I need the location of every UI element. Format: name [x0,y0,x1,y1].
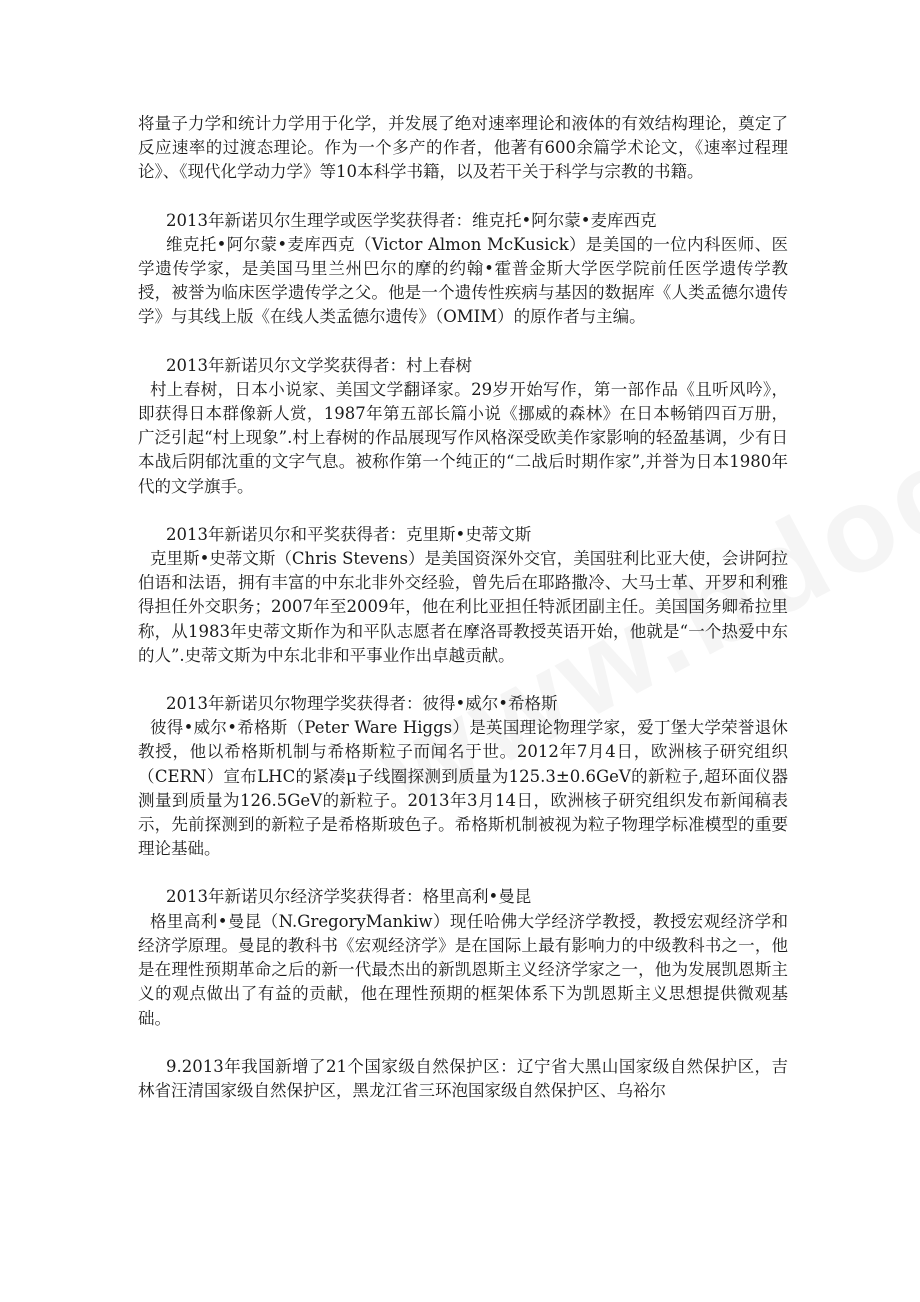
spacer [138,185,788,209]
section-heading: 2013年新诺贝尔和平奖获得者：克里斯•史蒂文斯 [166,524,532,544]
section-peace [138,523,788,668]
section-heading: 2013年新诺贝尔文学奖获得者：村上春树 [166,355,472,375]
section-body: 维克托•阿尔蒙•麦库西克（Victor Almon McKusick）是美国的一位内科医师、医学遗传学家，是美国马里兰州巴尔的摩的约翰•霍普金斯大学医学院前任医学遗传学教授，被誉为临床医学遗传学之父。他是一个遗传性疾病与基因的数据库《人类孟德尔遗传学》与其线上版《在线人类孟德尔遗传》（OMIM）的原作者与主编。 [138,234,788,327]
section-body: 村上春树，日本小说家、美国文学翻译家。29岁开始写作，第一部作品《且听风吟》，即获得日本群像新人赏，1987年第五部长篇小说《挪威的森林》在日本畅销四百万册，广泛引起“村上现象”.村上春树的作品展现写作风格深受欧美作家影响的轻盈基调，少有日本战后阴郁沈重的文字气息。被称作第一个纯正的“二战后时期作家”,并誉为日本1980年代的文学旗手。 [138,379,788,496]
spacer [138,499,788,523]
outro-paragraph: 9.2013年我国新增了21个国家级自然保护区：辽宁省大黑山国家级自然保护区，吉林省汪清国家级自然保护区，黑龙江省三环泡国家级自然保护区、乌裕尔 [138,1056,788,1100]
section-body: 克里斯•史蒂文斯（Chris Stevens）是美国资深外交官，美国驻利比亚大使，会讲阿拉伯语和法语，拥有丰富的中东北非外交经验，曾先后在耶路撒冷、大马士革、开罗和利雅得担任外交职务；2007年至2009年，他在利比亚担任特派团副主任。美国国务卿希拉里称，从1983年史蒂文斯作为和平队志愿者在摩洛哥教授英语开始，他就是“一个热爱中东的人”.史蒂文斯为中东北非和平事业作出卓越贡献。 [138,549,788,665]
section-body: 彼得•威尔•希格斯（Peter Ware Higgs）是英国理论物理学家，爱丁堡大学荣誉退休教授，他以希格斯机制与希格斯粒子而闻名于世。2012年7月4日，欧洲核子研究组织（CERN）宣布LHC的紧凑μ子线圈探测到质量为125.3±0.6GeV的新粒子,超环面仪器测量到质量为126.5GeV的新粒子。2013年3月14日，欧洲核子研究组织发布新闻稿表示，先前探测到的新粒子是希格斯玻色子。希格斯机制被视为粒子物理学标准模型的重要理论基础。 [138,718,788,859]
spacer [138,668,788,692]
spacer [138,330,788,354]
section-medicine [138,209,788,330]
section-heading: 2013年新诺贝尔物理学奖获得者：彼得•威尔•希格斯 [166,694,558,714]
section-physics [138,692,788,861]
section-body: 格里高利•曼昆（N.GregoryMankiw）现任哈佛大学经济学教授，教授宏观经济学和经济学原理。曼昆的教科书《宏观经济学》是在国际上最有影响力的中级教科书之一，他是在理性预期革命之后的新一代最杰出的新凯恩斯主义经济学家之一，他为发展凯恩斯主义的观点做出了有益的贡献，他在理性预期的框架体系下为凯恩斯主义思想提供微观基础。 [138,911,788,1028]
section-heading: 2013年新诺贝尔生理学或医学奖获得者：维克托•阿尔蒙•麦库西克 [166,210,657,230]
section-economics [138,885,788,1030]
spacer [138,1031,788,1055]
section-heading: 2013年新诺贝尔经济学奖获得者：格里高利•曼昆 [166,887,532,907]
spacer [138,861,788,885]
document-page [138,112,788,1103]
section-literature [138,354,788,499]
intro-paragraph: 将量子力学和统计力学用于化学，并发展了绝对速率理论和液体的有效结构理论，奠定了反应速率的过渡态理论。作为一个多产的作者，他著有600余篇学术论文，《速率过程理论》、《现代化学动力学》等10本科学书籍，以及若干关于科学与宗教的书籍。 [138,114,788,182]
